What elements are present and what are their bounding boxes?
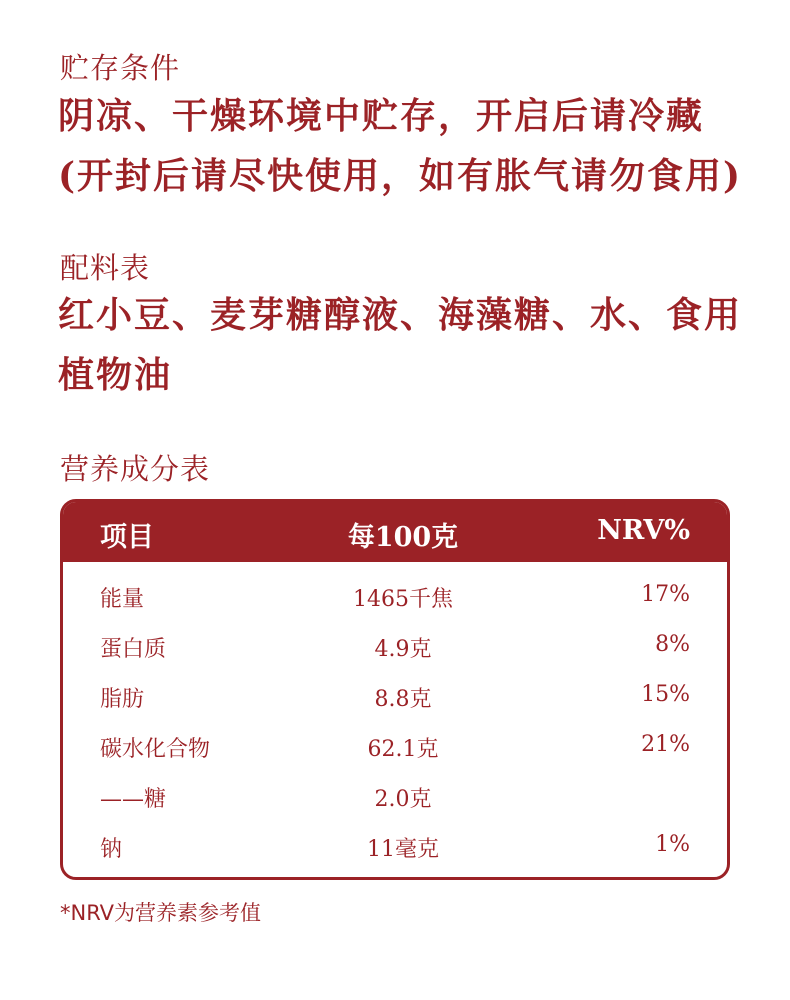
ingredients-text [58,285,742,405]
row-nrv: 15% [641,682,690,707]
row-value: 8.8克 [374,687,432,712]
header-item: 项目 [100,522,154,553]
row-nrv: 8% [655,632,690,657]
row-nrv: 17% [641,582,690,607]
table-row-energy [63,572,727,622]
storage-line-2: (开封后请尽快使用，如有胀气请勿食用) [58,155,743,197]
row-name: 能量 [100,587,145,612]
ingredients-line-1: 红小豆、麦芽糖醇液、海藻糖、水、食用 [58,294,743,336]
nutrition-table-body [63,562,727,872]
row-nrv: 21% [641,732,690,757]
row-name: 碳水化合物 [100,737,211,762]
storage-line-1: 阴凉、干燥环境中贮存，开启后请冷藏 [58,95,705,137]
row-value: 11毫克 [367,837,439,862]
row-name: 蛋白质 [100,637,167,662]
table-row-protein [63,622,727,672]
ingredients-line-2: 植物油 [58,354,173,396]
ingredients-label: 配料表 [60,251,151,285]
nrv-footnote: *NRV为营养素参考值 [60,901,262,925]
nutrition-table-header [63,502,727,562]
row-name: ——糖 [100,787,167,812]
nutrition-table [60,499,730,880]
row-name: 钠 [100,837,123,862]
table-row-sugar [63,772,727,822]
row-value: 2.0克 [374,787,432,812]
storage-label: 贮存条件 [60,51,181,85]
row-value: 4.9克 [374,637,432,662]
row-nrv: 1% [655,832,690,857]
header-per-100g: 每100克 [347,522,459,553]
nutrition-label: 营养成分表 [60,452,211,486]
row-value: 62.1克 [367,737,439,762]
table-row-sodium [63,822,727,872]
table-row-fat [63,672,727,722]
row-name: 脂肪 [100,687,145,712]
header-nrv: NRV% [597,515,690,546]
row-value: 1465千焦 [353,587,453,612]
table-row-carbohydrate [63,722,727,772]
storage-text [58,86,742,206]
